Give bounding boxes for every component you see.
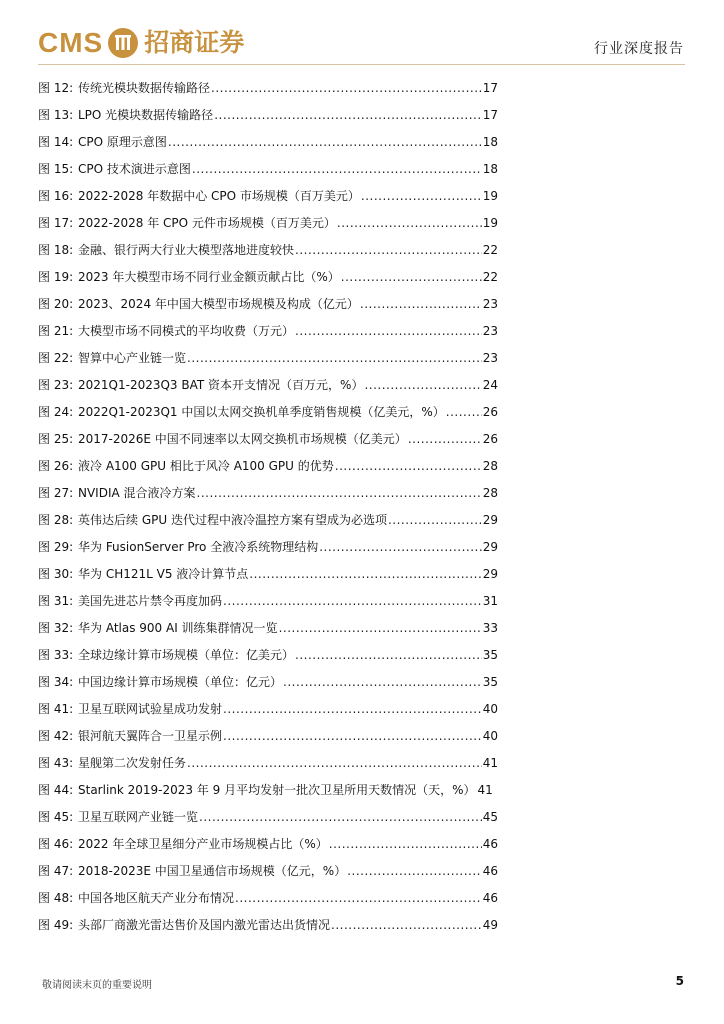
- toc-entry[interactable]: [38, 859, 498, 886]
- toc-entry-title: 2021Q1-2023Q3 BAT 资本开支情况（百万元，%）: [78, 378, 364, 392]
- toc-entry[interactable]: [38, 373, 498, 400]
- toc-entry-page: 19: [482, 189, 498, 203]
- toc-entry-page: 24: [482, 378, 498, 392]
- toc-entry-label: 图 12:: [38, 81, 74, 95]
- toc-entry-leader: [360, 292, 482, 319]
- toc-entry-page: 29: [482, 513, 498, 527]
- toc-entry-title: 智算中心产业链一览: [78, 351, 187, 365]
- toc-entry-label: 图 46:: [38, 837, 74, 851]
- toc-entry-label: 图 14:: [38, 135, 74, 149]
- toc-entry-leader: [329, 832, 482, 859]
- toc-entry-leader: [197, 481, 482, 508]
- toc-entry[interactable]: [38, 508, 498, 535]
- toc-entry-leader: [319, 535, 482, 562]
- toc-entry-label: 图 43:: [38, 756, 74, 770]
- toc-entry[interactable]: [38, 670, 498, 697]
- toc-entry-label: 图 21:: [38, 324, 74, 338]
- toc-entry-leader: [361, 184, 482, 211]
- toc-entry-title: 2022-2028 年 CPO 元件市场规模（百万美元）: [78, 216, 336, 230]
- toc-entry-title: 传统光模块数据传输路径: [78, 81, 211, 95]
- toc-entry-page: 33: [482, 621, 498, 635]
- toc-entry-leader: [408, 427, 482, 454]
- toc-entry-page: 28: [482, 459, 498, 473]
- toc-entry-title: 2022-2028 年数据中心 CPO 市场规模（百万美元）: [78, 189, 360, 203]
- toc-entry-title: 头部厂商激光雷达售价及国内激光雷达出货情况: [78, 918, 331, 932]
- toc-entry-title: 卫星互联网试验星成功发射: [78, 702, 223, 716]
- toc-entry[interactable]: [38, 481, 498, 508]
- toc-entry-leader: [295, 238, 482, 265]
- toc-entry-page: 23: [482, 324, 498, 338]
- toc-entry[interactable]: [38, 103, 498, 130]
- toc-entry-leader: [187, 751, 482, 778]
- toc-entry-title: 2023、2024 年中国大模型市场规模及构成（亿元）: [78, 297, 359, 311]
- toc-entry[interactable]: [38, 157, 498, 184]
- toc-entry-title: 金融、银行两大行业大模型落地进度较快: [78, 243, 295, 257]
- report-type-label: 行业深度报告: [594, 41, 684, 57]
- toc-entry-label: 图 49:: [38, 918, 74, 932]
- toc-entry-title: 2022Q1-2023Q1 中国以太网交换机单季度销售规模（亿美元，%）: [78, 405, 445, 419]
- toc-entry-title: 华为 FusionServer Pro 全液冷系统物理结构: [78, 540, 319, 554]
- toc-entry-page: 17: [482, 81, 498, 95]
- toc-entry[interactable]: [38, 76, 498, 103]
- toc-entry-title: CPO 原理示意图: [78, 135, 167, 149]
- toc-entry-title: 全球边缘计算市场规模（单位：亿美元）: [78, 648, 295, 662]
- toc-entry-leader: [347, 859, 482, 886]
- logo-emblem-icon: [108, 28, 138, 58]
- toc-entry-label: 图 42:: [38, 729, 74, 743]
- toc-entry-label: 图 34:: [38, 675, 74, 689]
- toc-entry[interactable]: [38, 319, 498, 346]
- toc-entry[interactable]: [38, 832, 498, 859]
- toc-entry-leader: [187, 346, 482, 373]
- toc-entry-leader: [331, 913, 482, 940]
- toc-entry[interactable]: [38, 184, 498, 211]
- toc-entry-label: 图 31:: [38, 594, 74, 608]
- toc-entry-leader: [223, 724, 482, 751]
- toc-entry-leader: [364, 373, 481, 400]
- toc-entry[interactable]: [38, 211, 498, 238]
- toc-entry-title: 华为 Atlas 900 AI 训练集群情况一览: [78, 621, 278, 635]
- toc-entry[interactable]: [38, 616, 498, 643]
- toc-entry-title: 美国先进芯片禁令再度加码: [78, 594, 223, 608]
- toc-entry[interactable]: [38, 751, 498, 778]
- toc-entry[interactable]: [38, 805, 498, 832]
- toc-entry-title: 2018-2023E 中国卫星通信市场规模（亿元，%）: [78, 864, 347, 878]
- toc-entry-title: 卫星互联网产业链一览: [78, 810, 199, 824]
- toc-entry-leader: [223, 589, 482, 616]
- toc-entry-label: 图 44:: [38, 783, 74, 797]
- toc-entry-title: 华为 CH121L V5 液冷计算节点: [78, 567, 249, 581]
- toc-entry-leader: [388, 508, 482, 535]
- toc-entry-page: 23: [482, 351, 498, 365]
- toc-entry-page: 46: [482, 837, 498, 851]
- toc-entry[interactable]: [38, 778, 498, 805]
- toc-entry-label: 图 45:: [38, 810, 74, 824]
- toc-entry[interactable]: [38, 913, 498, 940]
- toc-entry-leader: [199, 805, 482, 832]
- page-number: 5: [675, 974, 684, 988]
- toc-entry-title: 银河航天翼阵合一卫星示例: [78, 729, 223, 743]
- toc-entry[interactable]: [38, 454, 498, 481]
- toc-entry-label: 图 24:: [38, 405, 74, 419]
- toc-entry-leader: [223, 697, 482, 724]
- toc-entry-label: 图 25:: [38, 432, 74, 446]
- toc-entry-page: 31: [482, 594, 498, 608]
- toc-entry-title: CPO 技术演进示意图: [78, 162, 191, 176]
- toc-entry-title: LPO 光模块数据传输路径: [78, 108, 214, 122]
- toc-entry-label: 图 18:: [38, 243, 74, 257]
- toc-entry-label: 图 16:: [38, 189, 74, 203]
- toc-entry-title: 大模型市场不同模式的平均收费（万元）: [78, 324, 295, 338]
- toc-entry-label: 图 17:: [38, 216, 74, 230]
- toc-entry-leader: [446, 400, 482, 427]
- header-divider: [38, 64, 685, 65]
- toc-entry-page: 35: [482, 675, 498, 689]
- toc-entry-leader: [279, 616, 482, 643]
- cms-logo: [38, 26, 244, 60]
- toc-entry-page: 22: [482, 270, 498, 284]
- toc-entry-title: 2023 年大模型市场不同行业金额贡献占比（%）: [78, 270, 340, 284]
- logo-brand-cn: 招商证券: [144, 28, 245, 57]
- logo-brand-en: CMS: [38, 27, 104, 58]
- toc-entry-page: 41: [482, 756, 498, 770]
- toc-entry-title: 液冷 A100 GPU 相比于风冷 A100 GPU 的优势: [78, 459, 334, 473]
- toc-entry-page: 35: [482, 648, 498, 662]
- toc-entry-page: 41: [477, 783, 493, 797]
- toc-entry-label: 图 30:: [38, 567, 74, 581]
- toc-entry-label: 图 13:: [38, 108, 74, 122]
- toc-entry-leader: [335, 454, 482, 481]
- toc-entry-label: 图 23:: [38, 378, 74, 392]
- toc-entry-leader: [211, 76, 482, 103]
- toc-entry-title: Starlink 2019-2023 年 9 月平均发射一批次卫星所用天数情况（天，%）: [78, 783, 476, 797]
- toc-entry-page: 28: [482, 486, 498, 500]
- toc-entry[interactable]: [38, 562, 498, 589]
- toc-entry-label: 图 22:: [38, 351, 74, 365]
- toc-entry[interactable]: [38, 400, 498, 427]
- toc-entry-title: 中国各地区航天产业分布情况: [78, 891, 235, 905]
- toc-entry-label: 图 27:: [38, 486, 74, 500]
- toc-entry-page: 46: [482, 891, 498, 905]
- toc-entry-page: 17: [482, 108, 498, 122]
- toc-entry-page: 19: [482, 216, 498, 230]
- toc-entry-page: 49: [482, 918, 498, 932]
- toc-entry[interactable]: [38, 265, 498, 292]
- toc-entry-label: 图 15:: [38, 162, 74, 176]
- toc-entry-label: 图 47:: [38, 864, 74, 878]
- toc-entry-label: 图 20:: [38, 297, 74, 311]
- toc-entry-title: 2022 年全球卫星细分产业市场规模占比（%）: [78, 837, 328, 851]
- toc-entry[interactable]: [38, 427, 498, 454]
- toc-entry-title: 英伟达后续 GPU 迭代过程中液冷温控方案有望成为必选项: [78, 513, 387, 527]
- toc-entry-title: 星舰第二次发射任务: [78, 756, 187, 770]
- toc-entry-page: 26: [482, 405, 498, 419]
- toc-entry-title: 2017-2026E 中国不同速率以太网交换机市场规模（亿美元）: [78, 432, 407, 446]
- toc-entry[interactable]: [38, 292, 498, 319]
- toc-entry[interactable]: [38, 724, 498, 751]
- footer-disclaimer: 敬请阅读末页的重要说明: [42, 980, 152, 991]
- toc-entry-leader: [341, 265, 482, 292]
- toc-entry-page: 40: [482, 729, 498, 743]
- toc-entry-label: 图 33:: [38, 648, 74, 662]
- toc-entry-leader: [214, 103, 482, 130]
- toc-entry-label: 图 29:: [38, 540, 74, 554]
- toc-entry-leader: [295, 319, 482, 346]
- toc-entry-leader: [295, 643, 482, 670]
- page-header: [0, 0, 724, 66]
- toc-entry-page: 23: [482, 297, 498, 311]
- toc-entry-label: 图 41:: [38, 702, 74, 716]
- toc-entry-page: 29: [482, 567, 498, 581]
- toc-entry-page: 22: [482, 243, 498, 257]
- toc-entry[interactable]: [38, 643, 498, 670]
- toc-entry-page: 18: [482, 162, 498, 176]
- toc-entry-label: 图 32:: [38, 621, 74, 635]
- toc-entry[interactable]: [38, 130, 498, 157]
- toc-entry-leader: [235, 886, 482, 913]
- toc-entry-label: 图 26:: [38, 459, 74, 473]
- toc-entry-leader: [249, 562, 481, 589]
- toc-entry-leader: [283, 670, 482, 697]
- toc-entry[interactable]: [38, 697, 498, 724]
- toc-entry-page: 18: [482, 135, 498, 149]
- toc-entry-page: 46: [482, 864, 498, 878]
- toc-entry[interactable]: [38, 346, 498, 373]
- toc-entry[interactable]: [38, 589, 498, 616]
- toc-entry-page: 29: [482, 540, 498, 554]
- toc-entry-leader: [192, 157, 482, 184]
- figure-list: [38, 76, 498, 940]
- toc-entry-leader: [337, 211, 482, 238]
- toc-entry[interactable]: [38, 535, 498, 562]
- toc-entry[interactable]: [38, 238, 498, 265]
- toc-entry-leader: [168, 130, 482, 157]
- toc-entry-title: NVIDIA 混合液冷方案: [78, 486, 196, 500]
- toc-entry-label: 图 48:: [38, 891, 74, 905]
- toc-entry[interactable]: [38, 886, 498, 913]
- toc-entry-title: 中国边缘计算市场规模（单位：亿元）: [78, 675, 283, 689]
- toc-entry-label: 图 19:: [38, 270, 74, 284]
- toc-entry-page: 45: [482, 810, 498, 824]
- toc-entry-page: 40: [482, 702, 498, 716]
- toc-entry-page: 26: [482, 432, 498, 446]
- toc-entry-label: 图 28:: [38, 513, 74, 527]
